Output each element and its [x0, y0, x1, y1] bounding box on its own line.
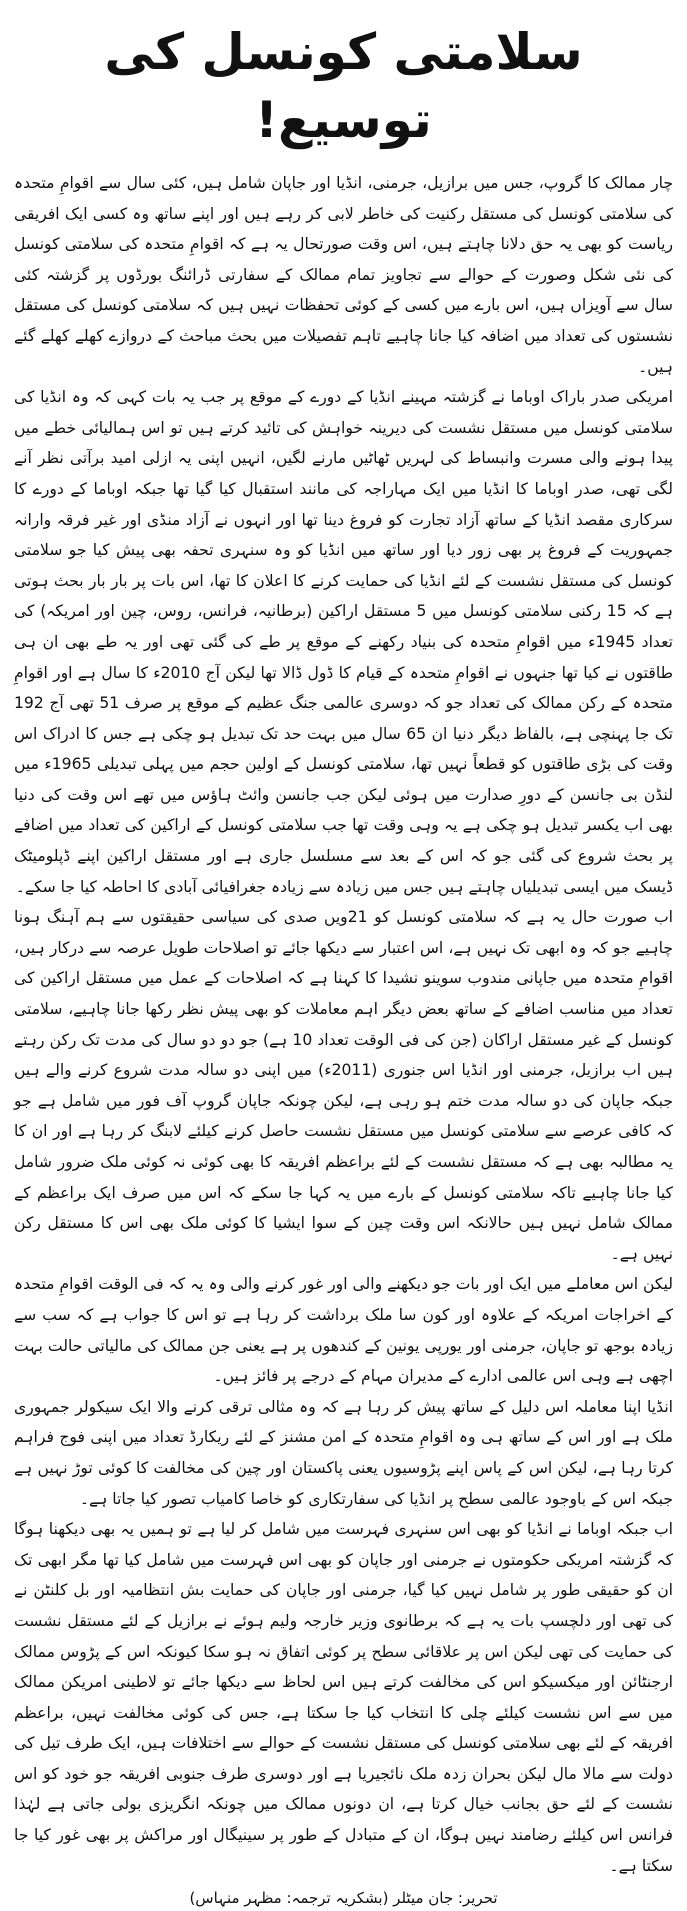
article-byline: تحریر: جان میٹلر (بشکریہ ترجمہ: مظہر منہاس): [189, 1889, 498, 1908]
article-paragraph: اب صورت حال یہ ہے کہ سلامتی کونسل کو 21ویں صدی کی سیاسی حقیقتوں سے ہم آہنگ ہونا چاہیے جو کہ وہ ابھی تک نہیں ہے، اس اعتبار سے دیکھا جائے تو اصلاحات طویل عرصہ سے درکار ہیں، اقوامِ متحدہ میں جاپانی مندوب سوینو نشیدا کا کہنا ہے کہ اصلاحات کے عمل میں مستقل اراکین کی تعداد میں مناسب اضافے کے ساتھ بعض دیگر اہم معاملات کو بھی پیش نظر رکھا جانا چاہیے، سلامتی کونسل کے غیر مستقل اراکان (جن کی فی الوقت تعداد 10 ہے) جو دو دو سال کی مدت تک رکن رہتے ہیں اب برازیل، جرمنی اور انڈیا اس جنوری (2011ء) میں اپنی دو سالہ مدت شروع کرنے والے ہیں جبکہ جاپان کی دو سالہ مدت ختم ہو رہی ہے، لیکن چونکہ جاپان گروپ آف فور میں شامل ہے جو کہ کافی عرصے سے سلامتی کونسل میں مستقل نشست حاصل کرنے کیلئے لابنگ کر رہا ہے اور ان کا یہ مطالبہ بھی ہے کہ مستقل نشست کے لئے براعظم افریقہ کا بھی کوئی نہ کوئی ملک ضرور شامل کیا جانا چاہیے تاکہ سلامتی کونسل کے بارے میں یہ کہا جا سکے کہ اس میں صرف ایک براعظم کے ممالک شامل نہیں ہیں حالانکہ اس وقت چین کے سوا ایشیا کا کوئی ملک بھی اس کا مستقل رکن نہیں ہے۔: [14, 908, 673, 1263]
article-paragraph: چار ممالک کا گروپ، جس میں برازیل، جرمنی، انڈیا اور جاپان شامل ہیں، کئی سال سے اقوامِ متحدہ کی سلامتی کونسل کی مستقل رکنیت کی خاطر لابی کر رہے ہیں اور اپنے ساتھ وہ کسی ایک افریقی ریاست کو بھی یہ حق دلانا چاہتے ہیں، اس وقت صورتحال یہ ہے کہ اقوامِ متحدہ کی سلامتی کونسل کی نئی شکل وصورت کے حوالے سے تجاویز تمام ممالک کے سفارتی ڈرائنگ بورڈوں پر گزشتہ کئی سال سے آویزاں ہیں، اس بارے میں کسی کے کوئی تحفظات نہیں ہیں کہ سلامتی کونسل کی مستقل نشستوں کی تعداد میں اضافہ کیا جانا چاہیے تاہم تفصیلات میں بحث مباحث کے دروازے کھلے کھلے گئے ہیں۔: [14, 174, 673, 376]
article-paragraph: اب جبکہ اوباما نے انڈیا کو بھی اس سنہری فہرست میں شامل کر لیا ہے تو ہمیں یہ بھی دیکھنا ہوگا کہ گزشتہ امریکی حکومتوں نے جرمنی اور جاپان کو بھی اس فہرست میں شامل کیا تھا مگر ابھی تک ان کو حقیقی طور پر شامل نہیں کیا گیا، جرمنی اور جاپان کی حمایت بش انتظامیہ اور بل کلنٹن نے کی تھی اور دلچسپ بات یہ ہے کہ برطانوی وزیر خارجہ ولیم ہوئے نے برازیل کے لئے مستقل نشست کی حمایت کی تھی لیکن اس پر علاقائی سطح پر کوئی اتفاق نہ ہو سکا کیونکہ اس کے پڑوس ممالک ارجنٹائن اور میکسیکو اس کی مخالفت کرتے ہیں اس لحاظ سے دیکھا جائے تو لاطینی امریکن ممالک میں سے اس نشست کیلئے چلی کا انتخاب کیا جا سکتا ہے، جس کی کوئی مخالفت نہیں، براعظم افریقہ کے لئے بھی سلامتی کونسل کی مستقل نشست کے حوالے سے اختلافات ہیں، ایک طرف تیل کی دولت سے مالا مال لیکن بحران زدہ ملک نائجیریا ہے اور دوسری طرف جنوبی افریقہ جو خود کو اس نشست کے لئے حق بجانب خیال کرتا ہے، ان دونوں ممالک میں چونکہ انگریزی بولی جاتی ہے لہٰذا فرانس اس کیلئے رضامند نہیں ہوگا، ان کے متبادل کے طور پر سینیگال اور مراکش پر بھی غور کیا جا سکتا ہے۔: [14, 1520, 673, 1875]
article-title: سلامتی کونسل کی توسیع!: [104, 23, 583, 149]
article-paragraph: انڈیا اپنا معاملہ اس دلیل کے ساتھ پیش کر رہا ہے کہ وہ مثالی ترقی کرنے والا ایک سیکولر جمہوری ملک ہے اور اس کے ساتھ ہی وہ اقوامِ متحدہ کے امن مشنز کے لئے ریکارڈ تعداد میں اپنی فوج فراہم کرتا رہا ہے، لیکن اس کے پاس اپنے پڑوسیوں یعنی پاکستان اور چین کی مخالفت کا کوئی توڑ نہیں ہے جبکہ اس کے باوجود عالمی سطح پر انڈیا کی سفارتکاری کو خاصا کامیاب تصور کیا جاتا ہے۔: [14, 1397, 673, 1508]
article-body: [14, 168, 673, 1881]
article-paragraph: لیکن اس معاملے میں ایک اور بات جو دیکھنے والی اور غور کرنے والی وہ یہ کہ فی الوقت اقوامِ متحدہ کے اخراجات امریکہ کے علاوہ اور کون سا ملک برداشت کر رہا ہے تو اس کا جواب ہے کہ سب سے زیادہ بوجھ تو جاپان، جرمنی اور یورپی یونین کے کندھوں پر ہے یعنی جن ممالک کی مالیاتی حالت بہت اچھی ہے وہی اس عالمی ادارے کے مدیران مہام کے درجے پر فائز ہیں۔: [14, 1275, 673, 1386]
article-paragraph: امریکی صدر باراک اوباما نے گزشتہ مہینے انڈیا کے دورے کے موقع پر جب یہ بات کہی کہ وہ انڈیا کی سلامتی کونسل میں مستقل نشست کی دیرینہ خواہش کی تائید کرتے ہیں تو اس ہمالیائی خطے میں پیدا ہونے والی مسرت وانبساط کی لہریں ٹھاٹیں مارنے لگیں، انہیں اپنی یہ ازلی امید برآتی نظر آنے لگی تھی، صدر اوباما کا انڈیا میں ایک مہاراجہ کی مانند استقبال کیا گیا تھا جبکہ اوباما کے دورے کا سرکاری مقصد انڈیا کے ساتھ آزاد تجارت کو فروغ دینا تھا اور انہوں نے آزاد منڈی اور غیر فرقہ وارانہ جمہوریت کے فروغ پر بھی زور دیا اور ساتھ میں انڈیا کو وہ سنہری تحفہ بھی پیش کیا جو سلامتی کونسل کی مستقل نشست کے لئے انڈیا کی حمایت کرنے کا اعلان کا تھا، اس بات پر بار بار بحث ہوتی ہے کہ 15 رکنی سلامتی کونسل میں 5 مستقل اراکین (برطانیہ، فرانس، روس، چین اور امریکہ) کی تعداد 1945ء میں اقوامِ متحدہ کی بنیاد رکھنے کے موقع پر طے کی گئی تھی اور یہ طے بھی ان ہی طاقتوں نے کیا تھا جنہوں نے اقوامِ متحدہ کے قیام کا ڈول ڈالا تھا لیکن آج 2010ء کا سال ہے اور اقوامِ متحدہ کے رکن ممالک کی تعداد جو کہ دوسری عالمی جنگ عظیم کے موقع پر صرف 51 تھی آج 192 تک جا پہنچی ہے، بالفاظ دیگر دنیا ان 65 سال میں بہت حد تک تبدیل ہو چکی ہے جس کا ادراک اس وقت کی بڑی طاقتوں کو قطعاً نہیں تھا، سلامتی کونسل کے اولین حجم میں پہلی تبدیلی 1965ء میں لنڈن بی جانسن کے دورِ صدارت میں ہوئی لیکن جب جانسن وائٹ ہاؤس میں تھے اس وقت کی دنیا بھی اب یکسر تبدیل ہو چکی ہے یہ وہی وقت تھا جب سلامتی کونسل کے اراکین کی تعداد میں اضافے پر بحث شروع کی گئی جو کہ اس کے بعد سے مسلسل جاری ہے اور مستقل اراکین اپنے ڈپلومیٹک ڈیسک میں ایسی تبدیلیاں چاہتے ہیں جس میں زیادہ سے زیادہ جغرافیائی آبادی کا احاطہ کیا جا سکے۔: [14, 388, 674, 896]
